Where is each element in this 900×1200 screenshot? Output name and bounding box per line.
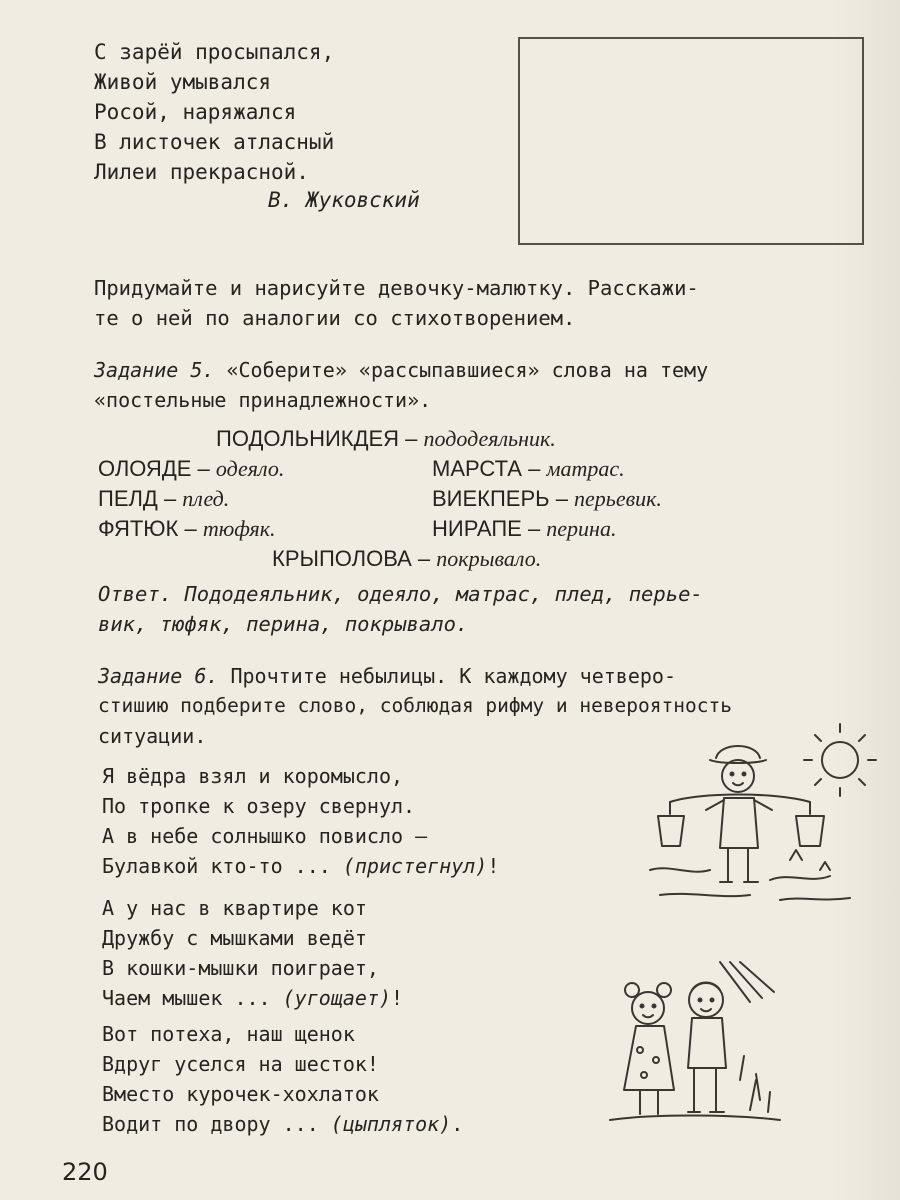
task5-answer-line-2: вик, тюфяк, перина, покрывало. <box>98 612 469 636</box>
poem-line-5: Лилеи прекрасной. <box>94 160 309 184</box>
word-pair-8 <box>272 548 541 570</box>
task6-text-1: Прочтите небылицы. К каждому четверо- <box>218 664 676 688</box>
word-pair-2 <box>98 458 284 480</box>
page-number: 220 <box>62 1158 108 1186</box>
answer-word: матрас. <box>546 456 625 481</box>
dash: – <box>549 486 575 511</box>
drawing-frame <box>518 37 864 245</box>
scrambled-word: ПЕЛД <box>98 486 158 511</box>
word-pair-1 <box>216 428 556 450</box>
task6-line-1 <box>98 666 676 686</box>
poem-author: В. Жуковский <box>268 188 420 212</box>
word-pair-7 <box>432 518 616 540</box>
dash: – <box>157 486 183 511</box>
answer-word: перьевик. <box>574 486 662 511</box>
answer-word: перина. <box>546 516 617 541</box>
verse2-line-2: Дружбу с мышками ведёт <box>102 926 367 950</box>
poem-line-3: Росой, наряжался <box>94 100 297 124</box>
dash: – <box>521 456 547 481</box>
instruction-line-1: Придумайте и нарисуйте девочку-малютку. Расскажи- <box>94 276 699 300</box>
verse2-line-3: В кошки-мышки поиграет, <box>102 956 379 980</box>
task6-label: Задание 6. <box>98 664 219 688</box>
verse1-line-2: По тропке к озеру свернул. <box>102 794 416 818</box>
dash: – <box>411 546 437 571</box>
task5-line-2: «постельные принадлежности». <box>94 388 432 412</box>
dash: – <box>399 426 424 451</box>
boy-with-buckets-illustration <box>640 720 880 920</box>
verse-text: Булавкой кто-то ... <box>102 854 343 878</box>
verse-text: Водит по двору ... <box>102 1112 331 1136</box>
scrambled-word: ВИЕКПЕРЬ <box>432 486 550 511</box>
answer-word: плед. <box>182 486 230 511</box>
poem-line-1: С зарёй просыпался, <box>94 40 335 64</box>
instruction-line-2: те о ней по аналогии со стихотворением. <box>94 306 576 330</box>
dash: – <box>521 516 547 541</box>
scrambled-word: МАРСТА <box>432 456 522 481</box>
two-children-illustration <box>600 960 790 1130</box>
verse3-line-3: Вместо курочек-хохлаток <box>102 1082 379 1106</box>
word-pair-4 <box>98 488 229 510</box>
verse-end: ! <box>487 854 500 878</box>
word-pair-5 <box>432 488 662 510</box>
answer-word: одеяло. <box>215 456 285 481</box>
poem-line-2: Живой умывался <box>94 70 272 94</box>
scrambled-word: ОЛОЯДЕ <box>98 456 192 481</box>
verse1-line-1: Я вёдра взял и коромысло, <box>102 764 404 788</box>
verse-end: . <box>451 1112 464 1136</box>
verse3-line-1: Вот потеха, наш щенок <box>102 1022 355 1046</box>
word-pair-6 <box>98 518 276 540</box>
task5-answer-line-1: Ответ. Пододеяльник, одеяло, матрас, плед, перье- <box>98 582 703 606</box>
verse-answer: (цыпляток) <box>330 1112 452 1136</box>
task5-label: Задание 5. <box>94 358 215 382</box>
verse2-line-4 <box>102 988 403 1008</box>
word-pair-3 <box>432 458 625 480</box>
answer-word: тюфяк. <box>202 516 276 541</box>
verse1-line-4 <box>102 856 499 876</box>
task6-line-3: ситуации. <box>98 724 207 748</box>
poem-line-4: В листочек атласный <box>94 130 335 154</box>
verse-answer: (угощает) <box>282 986 391 1010</box>
answer-word: покрывало. <box>436 546 542 571</box>
scrambled-word: НИРАПЕ <box>432 516 522 541</box>
dash: – <box>191 456 216 481</box>
task6-line-2: стишию подберите слово, соблюдая рифму и невероятность <box>98 694 732 717</box>
dash: – <box>178 516 203 541</box>
scrambled-word: ФЯТЮК <box>98 516 179 541</box>
scrambled-word: ПОДОЛЬНИКДЕЯ <box>216 426 400 451</box>
verse3-line-4 <box>102 1114 463 1134</box>
verse-text: Чаем мышек ... <box>102 986 283 1010</box>
verse-end: ! <box>391 986 404 1010</box>
task5-text-1: «Соберите» «рассыпавшиеся» слова на тему <box>214 358 709 382</box>
verse2-line-1: А у нас в квартире кот <box>102 896 367 920</box>
verse3-line-2: Вдруг уселся на шесток! <box>102 1052 379 1076</box>
answer-word: пододеяльник. <box>423 426 556 451</box>
verse-answer: (пристегнул) <box>342 854 488 878</box>
task5-line-1 <box>94 360 708 380</box>
verse1-line-3: А в небе солнышко повисло – <box>102 824 428 848</box>
scrambled-word: КРЫПОЛОВА <box>272 546 412 571</box>
